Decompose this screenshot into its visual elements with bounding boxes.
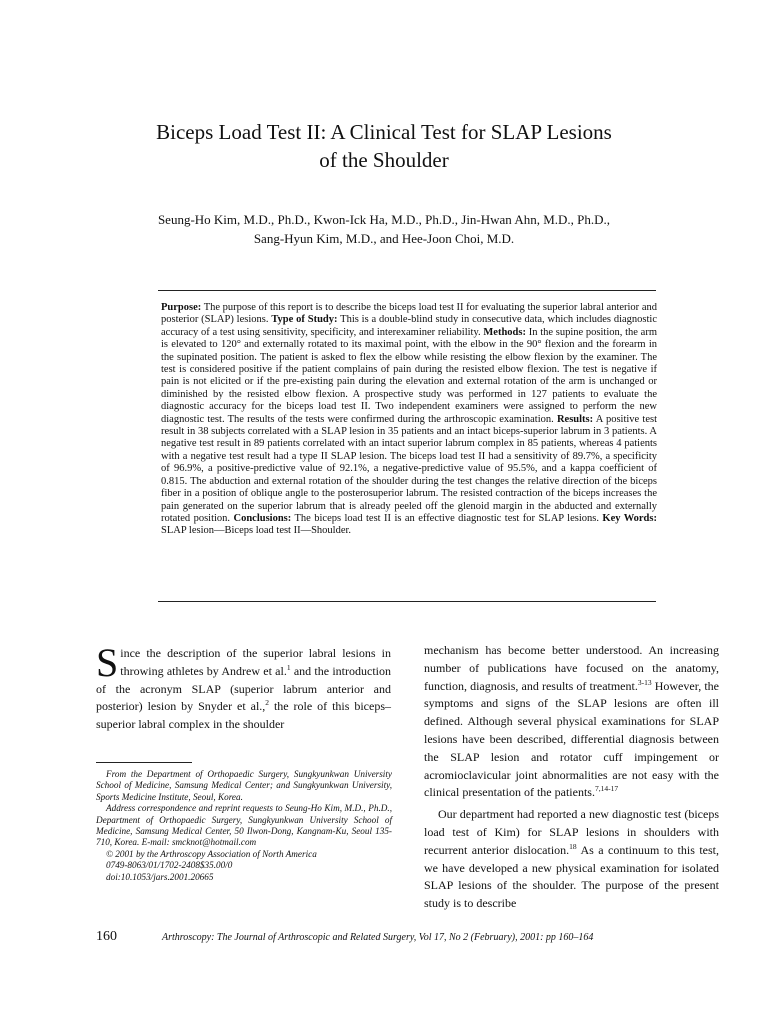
authors-line-2: Sang-Hyun Kim, M.D., and Hee-Joon Choi, M.D. [253, 231, 515, 246]
footnote-issn: 0749-8063/01/1702-2408$35.00/0 [106, 860, 233, 871]
footnote-affiliation: From the Department of Orthopaedic Surgery, Sungkyunkwan University School of Medicine, Samsung Medical Center; and Sungkyunkwan University, Sports Medicine Institute, Seoul, Korea. [96, 769, 392, 802]
abstract-type-text: This is a double-blind study in consecutive data, which includes diagnostic accuracy of a test using sensitivity, specificity, and interexaminer reliability. [161, 314, 657, 338]
footnote-rule [96, 762, 192, 763]
abstract-conclusions-label: Conclusions: [233, 512, 292, 524]
abstract-type-label: Type of Study: [271, 314, 338, 326]
authors-line-1: Seung-Ho Kim, M.D., Ph.D., Kwon-Ick Ha, M.D., Ph.D., Jin-Hwan Ahn, M.D., Ph.D., [157, 212, 611, 227]
citation-ref: 2 [265, 698, 270, 708]
paragraph-1-text-b: However, the symptoms and signs of the SLAP lesions are often ill defined. Although several physical examinations for SLAP lesions have been described, differential diagnosis between the SLAP lesion and rotator cuff impingement or acromioclavicular joint abnormalities are not easy with the clinical presentation of the patients. [424, 678, 719, 800]
abstract-top-rule [158, 290, 656, 291]
paragraph-1 [424, 642, 719, 802]
abstract-purpose-label: Purpose: [161, 302, 202, 313]
intro-text-b: and the introduction of the acronym SLAP (superior labrum anterior and posterior) lesion by Snyder et al., [96, 663, 391, 714]
abstract-purpose-text: The purpose of this report is to describe the biceps load test II for evaluating the superior labral anterior and posterior (SLAP) lesions. [161, 302, 657, 326]
body-column-left [96, 640, 391, 734]
abstract-methods-label: Methods: [483, 326, 526, 338]
paragraph-2 [424, 806, 719, 913]
intro-paragraph [96, 640, 391, 734]
abstract-keywords-text: SLAP lesion—Biceps load test II—Shoulder. [161, 525, 352, 537]
body-column-right [424, 642, 719, 913]
abstract [161, 302, 657, 538]
citation-ref: 1 [286, 662, 291, 672]
abstract-conclusions-text: The biceps load test II is an effective diagnostic test for SLAP lesions. [291, 512, 603, 524]
intro-text-c: the role of this biceps–superior labral complex in the shoulder [96, 699, 391, 732]
paragraph-1-text-a: mechanism has become better understood. An increasing number of publications have focused on the anatomy, function, diagnosis, and results of treatment. [424, 643, 719, 693]
footnotes [96, 769, 392, 883]
abstract-results-text: A positive test result in 38 subjects correlated with a SLAP lesion in 35 patients and an intact biceps-superior labrum in 3 patients. A negative test result in 89 patients correlated with an intact superior labrum complex in 85 patients, whereas 4 patients with a negative test result had a type II SLAP lesion. The biceps load test II had a sensitivity of 89.7%, a specificity of 96.9%, a positive-predictive value of 92.1%, a negative-predictive value of 95.5%, and a kappa coefficient of 0.815. The abduction and external rotation of the shoulder during the test changes the relative direction of the biceps fiber in a position of oblique angle to the posterosuperior labrum. The resisted contraction of the biceps increases the pain generated on the superior labrum that is already peeled off the glenoid margin in the abducted and externally rotated position. [161, 413, 657, 524]
title-line-2: of the Shoulder [319, 148, 449, 172]
citation-ref: 3-13 [637, 677, 652, 687]
citation-ref: 7,14-17 [594, 784, 619, 794]
author-list [80, 210, 688, 248]
footnote-correspondence: Address correspondence and reprint requests to Seung-Ho Kim, M.D., Ph.D., Department of Orthopaedic Surgery, Sungkyunkwan University School of Medicine, Samsung Medical Center, 50 Ilwon-Dong, Kangnam-Ku, Seoul 135-710, Korea. E-mail: smcknot@hotmail.com [96, 803, 392, 848]
title-line-1: Biceps Load Test II: A Clinical Test for SLAP Lesions [156, 120, 612, 144]
paragraph-2-text-a: Our department had reported a new diagnostic test (biceps load test of Kim) for SLAP lesions in shoulders with recurrent anterior dislocation. [424, 807, 719, 857]
abstract-keywords-label: Key Words: [602, 512, 657, 524]
running-footer: Arthroscopy: The Journal of Arthroscopic and Related Surgery, Vol 17, No 2 (February), 2001: pp 160–164 [162, 932, 594, 943]
citation-ref: 18 [569, 841, 577, 851]
intro-text-a: ince the description of the superior labral lesions in throwing athletes by Andrew et al. [120, 646, 391, 678]
paragraph-2-text-b: As a continuum to this test, we have developed a new physical examination for isolated SLAP lesions of the shoulder. The purpose of the present study is to describe [424, 842, 719, 911]
page-number: 160 [96, 929, 117, 944]
drop-cap: S [96, 640, 119, 685]
abstract-methods-text: In the supine position, the arm is elevated to 120° and externally rotated to its maximal point, with the elbow in the 90° flexion and the forearm in the supinated position. The patient is asked to flex the elbow while resisting the elbow flexion by the examiner. The test is considered positive if the patient complains of pain during the resisted elbow flexion. The test is negative if pain is not elicited or if the pre-existing pain during the elevation and external rotation of the arm is unchanged or diminished by the resisted elbow flexion. A prospective study was performed in 127 patients to evaluate the diagnostic accuracy for the biceps load test II. Two independent examiners were assigned to perform the new diagnostic test. The results of the tests were confirmed during the arthroscopic examination. [161, 326, 657, 425]
abstract-bottom-rule [158, 601, 656, 602]
footnote-copyright: © 2001 by the Arthroscopy Association of North America [106, 848, 317, 859]
abstract-results-label: Results: [556, 413, 594, 425]
article-title [100, 118, 668, 174]
footnote-doi: doi:10.1053/jars.2001.20665 [106, 871, 214, 882]
